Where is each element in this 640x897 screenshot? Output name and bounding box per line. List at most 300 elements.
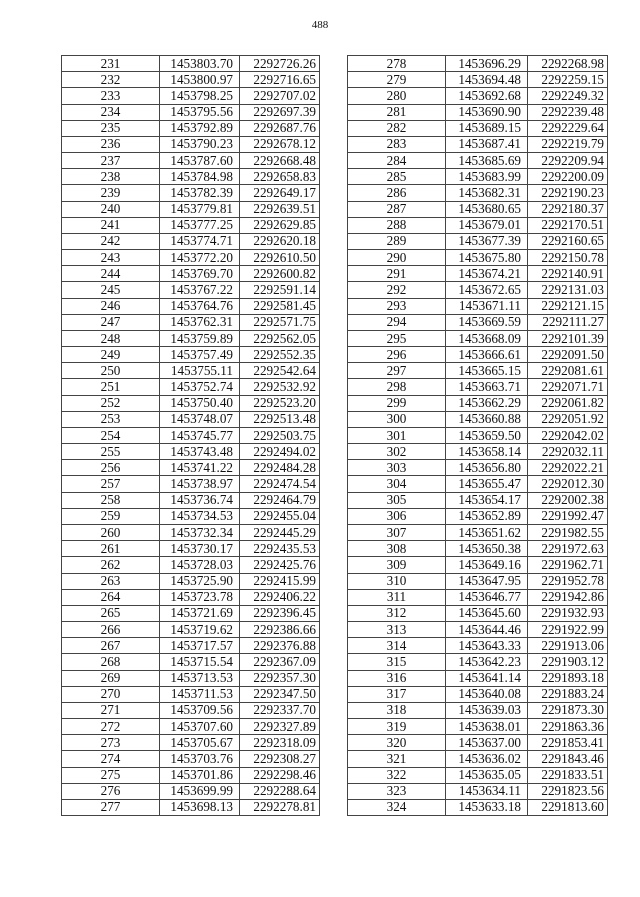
x-coordinate-cell: 1453803.70 <box>160 56 240 72</box>
y-coordinate-cell: 2291982.55 <box>528 524 608 540</box>
x-coordinate-cell: 1453769.70 <box>160 266 240 282</box>
table-row <box>62 298 320 314</box>
point-number-cell: 302 <box>348 444 446 460</box>
table-row <box>348 104 608 120</box>
y-coordinate-cell: 2292415.99 <box>240 573 320 589</box>
y-coordinate-cell: 2292298.46 <box>240 767 320 783</box>
table-row <box>62 751 320 767</box>
table-row <box>62 783 320 799</box>
point-number-cell: 243 <box>62 250 160 266</box>
y-coordinate-cell: 2291853.41 <box>528 735 608 751</box>
y-coordinate-cell: 2292032.11 <box>528 444 608 460</box>
table-row <box>348 330 608 346</box>
point-number-cell: 319 <box>348 719 446 735</box>
point-number-cell: 301 <box>348 427 446 443</box>
point-number-cell: 285 <box>348 169 446 185</box>
x-coordinate-cell: 1453633.18 <box>446 799 528 815</box>
table-row <box>62 460 320 476</box>
x-coordinate-cell: 1453709.56 <box>160 702 240 718</box>
table-row <box>62 266 320 282</box>
point-number-cell: 322 <box>348 767 446 783</box>
table-row <box>348 702 608 718</box>
point-number-cell: 316 <box>348 670 446 686</box>
table-row <box>348 686 608 702</box>
point-number-cell: 286 <box>348 185 446 201</box>
x-coordinate-cell: 1453719.62 <box>160 622 240 638</box>
x-coordinate-cell: 1453741.22 <box>160 460 240 476</box>
table-row <box>62 411 320 427</box>
x-coordinate-cell: 1453798.25 <box>160 88 240 104</box>
x-coordinate-cell: 1453650.38 <box>446 541 528 557</box>
table-row <box>62 622 320 638</box>
table-row <box>348 411 608 427</box>
x-coordinate-cell: 1453636.02 <box>446 751 528 767</box>
y-coordinate-cell: 2292523.20 <box>240 395 320 411</box>
x-coordinate-cell: 1453728.03 <box>160 557 240 573</box>
y-coordinate-cell: 2291873.30 <box>528 702 608 718</box>
y-coordinate-cell: 2291833.51 <box>528 767 608 783</box>
point-number-cell: 239 <box>62 185 160 201</box>
x-coordinate-cell: 1453736.74 <box>160 492 240 508</box>
point-number-cell: 248 <box>62 330 160 346</box>
y-coordinate-cell: 2292600.82 <box>240 266 320 282</box>
x-coordinate-cell: 1453698.13 <box>160 799 240 815</box>
x-coordinate-cell: 1453654.17 <box>446 492 528 508</box>
table-row <box>62 767 320 783</box>
point-number-cell: 284 <box>348 153 446 169</box>
x-coordinate-cell: 1453734.53 <box>160 508 240 524</box>
table-row <box>348 363 608 379</box>
point-number-cell: 237 <box>62 153 160 169</box>
table-row <box>62 233 320 249</box>
point-number-cell: 318 <box>348 702 446 718</box>
y-coordinate-cell: 2291823.56 <box>528 783 608 799</box>
point-number-cell: 281 <box>348 104 446 120</box>
table-row <box>348 719 608 735</box>
table-row <box>348 476 608 492</box>
table-row <box>62 524 320 540</box>
x-coordinate-cell: 1453784.98 <box>160 169 240 185</box>
x-coordinate-cell: 1453755.11 <box>160 363 240 379</box>
x-coordinate-cell: 1453774.71 <box>160 233 240 249</box>
x-coordinate-cell: 1453666.61 <box>446 347 528 363</box>
y-coordinate-cell: 2292678.12 <box>240 136 320 152</box>
point-number-cell: 233 <box>62 88 160 104</box>
x-coordinate-cell: 1453643.33 <box>446 638 528 654</box>
y-coordinate-cell: 2292474.54 <box>240 476 320 492</box>
point-number-cell: 232 <box>62 72 160 88</box>
x-coordinate-cell: 1453640.08 <box>446 686 528 702</box>
y-coordinate-cell: 2292160.65 <box>528 233 608 249</box>
point-number-cell: 261 <box>62 541 160 557</box>
x-coordinate-cell: 1453677.39 <box>446 233 528 249</box>
point-number-cell: 246 <box>62 298 160 314</box>
x-coordinate-cell: 1453662.29 <box>446 395 528 411</box>
point-number-cell: 298 <box>348 379 446 395</box>
table-row <box>348 120 608 136</box>
x-coordinate-cell: 1453642.23 <box>446 654 528 670</box>
y-coordinate-cell: 2292012.30 <box>528 476 608 492</box>
y-coordinate-cell: 2292200.09 <box>528 169 608 185</box>
y-coordinate-cell: 2292425.76 <box>240 557 320 573</box>
y-coordinate-cell: 2292697.39 <box>240 104 320 120</box>
y-coordinate-cell: 2292327.89 <box>240 719 320 735</box>
y-coordinate-cell: 2291913.06 <box>528 638 608 654</box>
point-number-cell: 307 <box>348 524 446 540</box>
table-row <box>62 136 320 152</box>
y-coordinate-cell: 2292620.18 <box>240 233 320 249</box>
x-coordinate-cell: 1453682.31 <box>446 185 528 201</box>
x-coordinate-cell: 1453659.50 <box>446 427 528 443</box>
y-coordinate-cell: 2292347.50 <box>240 686 320 702</box>
point-number-cell: 289 <box>348 233 446 249</box>
y-coordinate-cell: 2291922.99 <box>528 622 608 638</box>
table-row <box>62 282 320 298</box>
point-number-cell: 268 <box>62 654 160 670</box>
x-coordinate-cell: 1453721.69 <box>160 605 240 621</box>
x-coordinate-cell: 1453757.49 <box>160 347 240 363</box>
y-coordinate-cell: 2292357.30 <box>240 670 320 686</box>
y-coordinate-cell: 2292581.45 <box>240 298 320 314</box>
y-coordinate-cell: 2292140.91 <box>528 266 608 282</box>
x-coordinate-cell: 1453687.41 <box>446 136 528 152</box>
point-number-cell: 308 <box>348 541 446 557</box>
point-number-cell: 255 <box>62 444 160 460</box>
table-row <box>348 88 608 104</box>
point-number-cell: 258 <box>62 492 160 508</box>
x-coordinate-cell: 1453634.11 <box>446 783 528 799</box>
x-coordinate-cell: 1453689.15 <box>446 120 528 136</box>
table-row <box>348 169 608 185</box>
point-number-cell: 257 <box>62 476 160 492</box>
x-coordinate-cell: 1453635.05 <box>446 767 528 783</box>
y-coordinate-cell: 2292180.37 <box>528 201 608 217</box>
y-coordinate-cell: 2292081.61 <box>528 363 608 379</box>
y-coordinate-cell: 2292610.50 <box>240 250 320 266</box>
x-coordinate-cell: 1453705.67 <box>160 735 240 751</box>
table-row <box>348 605 608 621</box>
table-row <box>348 670 608 686</box>
y-coordinate-cell: 2292150.78 <box>528 250 608 266</box>
page-number: 488 <box>311 19 329 31</box>
table-row <box>62 686 320 702</box>
x-coordinate-cell: 1453645.60 <box>446 605 528 621</box>
x-coordinate-cell: 1453699.99 <box>160 783 240 799</box>
table-row <box>348 314 608 330</box>
table-row <box>62 799 320 815</box>
x-coordinate-cell: 1453738.97 <box>160 476 240 492</box>
table-row <box>348 266 608 282</box>
x-coordinate-cell: 1453767.22 <box>160 282 240 298</box>
y-coordinate-cell: 2292219.79 <box>528 136 608 152</box>
table-row <box>348 185 608 201</box>
point-number-cell: 304 <box>348 476 446 492</box>
table-row <box>62 573 320 589</box>
point-number-cell: 249 <box>62 347 160 363</box>
x-coordinate-cell: 1453649.16 <box>446 557 528 573</box>
x-coordinate-cell: 1453641.14 <box>446 670 528 686</box>
x-coordinate-cell: 1453777.25 <box>160 217 240 233</box>
point-number-cell: 279 <box>348 72 446 88</box>
y-coordinate-cell: 2291863.36 <box>528 719 608 735</box>
y-coordinate-cell: 2292061.82 <box>528 395 608 411</box>
point-number-cell: 282 <box>348 120 446 136</box>
x-coordinate-cell: 1453764.76 <box>160 298 240 314</box>
x-coordinate-cell: 1453638.01 <box>446 719 528 735</box>
x-coordinate-cell: 1453644.46 <box>446 622 528 638</box>
x-coordinate-cell: 1453652.89 <box>446 508 528 524</box>
x-coordinate-cell: 1453685.69 <box>446 153 528 169</box>
table-row <box>62 379 320 395</box>
table-row <box>62 201 320 217</box>
y-coordinate-cell: 2292542.64 <box>240 363 320 379</box>
table-row <box>348 233 608 249</box>
x-coordinate-cell: 1453701.86 <box>160 767 240 783</box>
y-coordinate-cell: 2292002.38 <box>528 492 608 508</box>
point-number-cell: 263 <box>62 573 160 589</box>
table-row <box>62 427 320 443</box>
x-coordinate-cell: 1453669.59 <box>446 314 528 330</box>
x-coordinate-cell: 1453692.68 <box>446 88 528 104</box>
point-number-cell: 235 <box>62 120 160 136</box>
point-number-cell: 272 <box>62 719 160 735</box>
x-coordinate-cell: 1453730.17 <box>160 541 240 557</box>
x-coordinate-cell: 1453675.80 <box>446 250 528 266</box>
table-row <box>348 72 608 88</box>
x-coordinate-cell: 1453696.29 <box>446 56 528 72</box>
y-coordinate-cell: 2292532.92 <box>240 379 320 395</box>
point-number-cell: 324 <box>348 799 446 815</box>
y-coordinate-cell: 2292484.28 <box>240 460 320 476</box>
point-number-cell: 262 <box>62 557 160 573</box>
point-number-cell: 287 <box>348 201 446 217</box>
point-number-cell: 277 <box>62 799 160 815</box>
table-row <box>62 104 320 120</box>
table-row <box>348 589 608 605</box>
y-coordinate-cell: 2292552.35 <box>240 347 320 363</box>
y-coordinate-cell: 2292131.03 <box>528 282 608 298</box>
table-row <box>348 136 608 152</box>
table-row <box>348 654 608 670</box>
table-row <box>348 460 608 476</box>
point-number-cell: 313 <box>348 622 446 638</box>
point-number-cell: 320 <box>348 735 446 751</box>
table-row <box>62 330 320 346</box>
point-number-cell: 293 <box>348 298 446 314</box>
table-row <box>62 88 320 104</box>
point-number-cell: 291 <box>348 266 446 282</box>
table-row <box>348 622 608 638</box>
y-coordinate-cell: 2292051.92 <box>528 411 608 427</box>
x-coordinate-cell: 1453732.34 <box>160 524 240 540</box>
y-coordinate-cell: 2292209.94 <box>528 153 608 169</box>
point-number-cell: 321 <box>348 751 446 767</box>
point-number-cell: 241 <box>62 217 160 233</box>
point-number-cell: 242 <box>62 233 160 249</box>
point-number-cell: 323 <box>348 783 446 799</box>
y-coordinate-cell: 2292396.45 <box>240 605 320 621</box>
point-number-cell: 252 <box>62 395 160 411</box>
table-row <box>62 250 320 266</box>
x-coordinate-cell: 1453651.62 <box>446 524 528 540</box>
x-coordinate-cell: 1453725.90 <box>160 573 240 589</box>
x-coordinate-cell: 1453772.20 <box>160 250 240 266</box>
table-row <box>62 508 320 524</box>
x-coordinate-cell: 1453792.89 <box>160 120 240 136</box>
point-number-cell: 311 <box>348 589 446 605</box>
table-row <box>62 735 320 751</box>
point-number-cell: 269 <box>62 670 160 686</box>
y-coordinate-cell: 2292337.70 <box>240 702 320 718</box>
table-row <box>348 767 608 783</box>
y-coordinate-cell: 2292268.98 <box>528 56 608 72</box>
table-row <box>62 492 320 508</box>
table-row <box>348 541 608 557</box>
table-row <box>62 476 320 492</box>
x-coordinate-cell: 1453750.40 <box>160 395 240 411</box>
x-coordinate-cell: 1453683.99 <box>446 169 528 185</box>
y-coordinate-cell: 2291843.46 <box>528 751 608 767</box>
table-row <box>348 379 608 395</box>
y-coordinate-cell: 2292435.53 <box>240 541 320 557</box>
x-coordinate-cell: 1453694.48 <box>446 72 528 88</box>
point-number-cell: 309 <box>348 557 446 573</box>
table-row <box>348 201 608 217</box>
table-row <box>348 492 608 508</box>
y-coordinate-cell: 2292687.76 <box>240 120 320 136</box>
x-coordinate-cell: 1453748.07 <box>160 411 240 427</box>
table-row <box>62 185 320 201</box>
x-coordinate-cell: 1453800.97 <box>160 72 240 88</box>
y-coordinate-cell: 2292503.75 <box>240 427 320 443</box>
x-coordinate-cell: 1453671.11 <box>446 298 528 314</box>
table-row <box>62 72 320 88</box>
point-number-cell: 244 <box>62 266 160 282</box>
x-coordinate-cell: 1453745.77 <box>160 427 240 443</box>
point-number-cell: 245 <box>62 282 160 298</box>
point-number-cell: 240 <box>62 201 160 217</box>
y-coordinate-cell: 2291992.47 <box>528 508 608 524</box>
table-row <box>62 654 320 670</box>
y-coordinate-cell: 2292629.85 <box>240 217 320 233</box>
point-number-cell: 292 <box>348 282 446 298</box>
x-coordinate-cell: 1453672.65 <box>446 282 528 298</box>
point-number-cell: 236 <box>62 136 160 152</box>
table-row <box>348 298 608 314</box>
y-coordinate-cell: 2291883.24 <box>528 686 608 702</box>
point-number-cell: 306 <box>348 508 446 524</box>
x-coordinate-cell: 1453646.77 <box>446 589 528 605</box>
y-coordinate-cell: 2292022.21 <box>528 460 608 476</box>
y-coordinate-cell: 2292716.65 <box>240 72 320 88</box>
point-number-cell: 251 <box>62 379 160 395</box>
point-number-cell: 266 <box>62 622 160 638</box>
table-row <box>62 314 320 330</box>
x-coordinate-cell: 1453665.15 <box>446 363 528 379</box>
point-number-cell: 303 <box>348 460 446 476</box>
point-number-cell: 305 <box>348 492 446 508</box>
y-coordinate-cell: 2292229.64 <box>528 120 608 136</box>
point-number-cell: 310 <box>348 573 446 589</box>
point-number-cell: 315 <box>348 654 446 670</box>
table-row <box>62 541 320 557</box>
table-row <box>348 573 608 589</box>
table-row <box>348 524 608 540</box>
coordinate-table-right <box>347 55 608 816</box>
point-number-cell: 283 <box>348 136 446 152</box>
point-number-cell: 295 <box>348 330 446 346</box>
y-coordinate-cell: 2292121.15 <box>528 298 608 314</box>
y-coordinate-cell: 2292190.23 <box>528 185 608 201</box>
y-coordinate-cell: 2292239.48 <box>528 104 608 120</box>
y-coordinate-cell: 2292455.04 <box>240 508 320 524</box>
y-coordinate-cell: 2292571.75 <box>240 314 320 330</box>
point-number-cell: 317 <box>348 686 446 702</box>
point-number-cell: 264 <box>62 589 160 605</box>
point-number-cell: 247 <box>62 314 160 330</box>
y-coordinate-cell: 2291972.63 <box>528 541 608 557</box>
point-number-cell: 294 <box>348 314 446 330</box>
table-row <box>348 56 608 72</box>
table-row <box>62 605 320 621</box>
x-coordinate-cell: 1453647.95 <box>446 573 528 589</box>
x-coordinate-cell: 1453723.78 <box>160 589 240 605</box>
point-number-cell: 253 <box>62 411 160 427</box>
x-coordinate-cell: 1453655.47 <box>446 476 528 492</box>
y-coordinate-cell: 2292445.29 <box>240 524 320 540</box>
y-coordinate-cell: 2292376.88 <box>240 638 320 654</box>
table-row <box>348 395 608 411</box>
x-coordinate-cell: 1453782.39 <box>160 185 240 201</box>
point-number-cell: 234 <box>62 104 160 120</box>
table-row <box>348 638 608 654</box>
point-number-cell: 238 <box>62 169 160 185</box>
table-row <box>348 347 608 363</box>
y-coordinate-cell: 2292386.66 <box>240 622 320 638</box>
x-coordinate-cell: 1453762.31 <box>160 314 240 330</box>
y-coordinate-cell: 2292726.26 <box>240 56 320 72</box>
point-number-cell: 312 <box>348 605 446 621</box>
table-row <box>62 169 320 185</box>
point-number-cell: 288 <box>348 217 446 233</box>
point-number-cell: 250 <box>62 363 160 379</box>
y-coordinate-cell: 2292042.02 <box>528 427 608 443</box>
x-coordinate-cell: 1453690.90 <box>446 104 528 120</box>
y-coordinate-cell: 2292111.27 <box>528 314 608 330</box>
x-coordinate-cell: 1453658.14 <box>446 444 528 460</box>
y-coordinate-cell: 2291893.18 <box>528 670 608 686</box>
x-coordinate-cell: 1453779.81 <box>160 201 240 217</box>
table-row <box>348 799 608 815</box>
table-row <box>62 719 320 735</box>
x-coordinate-cell: 1453680.65 <box>446 201 528 217</box>
x-coordinate-cell: 1453679.01 <box>446 217 528 233</box>
y-coordinate-cell: 2292562.05 <box>240 330 320 346</box>
point-number-cell: 276 <box>62 783 160 799</box>
point-number-cell: 314 <box>348 638 446 654</box>
table-row <box>62 217 320 233</box>
y-coordinate-cell: 2292658.83 <box>240 169 320 185</box>
y-coordinate-cell: 2292513.48 <box>240 411 320 427</box>
table-row <box>348 282 608 298</box>
y-coordinate-cell: 2292101.39 <box>528 330 608 346</box>
table-row <box>348 427 608 443</box>
table-row <box>62 557 320 573</box>
table-row <box>348 735 608 751</box>
y-coordinate-cell: 2291932.93 <box>528 605 608 621</box>
y-coordinate-cell: 2292707.02 <box>240 88 320 104</box>
x-coordinate-cell: 1453660.88 <box>446 411 528 427</box>
